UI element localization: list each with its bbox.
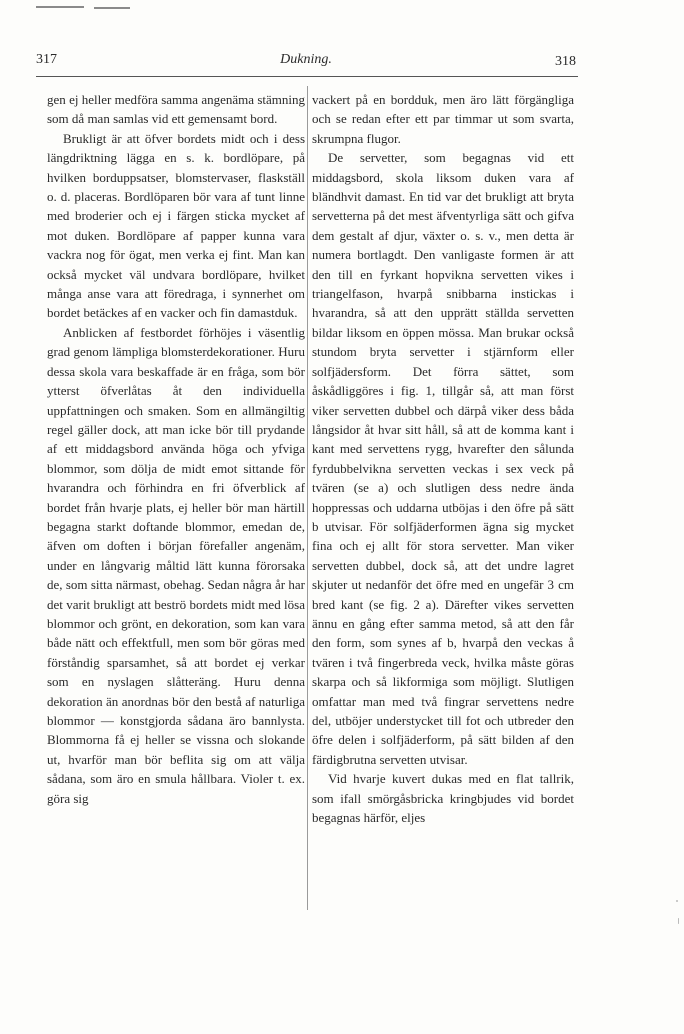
scan-speck (676, 900, 678, 902)
column-divider (307, 86, 308, 910)
header-rule (36, 76, 578, 77)
running-title: Dukning. (280, 52, 332, 67)
paragraph: Vid hvarje kuvert dukas med en flat tallrik, som ifall smörgåsbricka kringbjudes vid bordet begagnas härför, eljes (312, 771, 574, 826)
right-column (312, 90, 574, 827)
left-column (47, 90, 305, 808)
paragraph: vackert på en bordduk, men äro lätt förgängliga och se redan efter ett par timmar ut som svarta, skrumpna flugor. (312, 92, 574, 146)
scan-mark-top (36, 6, 146, 9)
paragraph: gen ej heller medföra samma angenäma stämning som då man samlas vid ett gemensamt bord. (47, 92, 305, 127)
paragraph: Brukligt är att öfver bordets midt och i dess längdriktning lägga en s. k. bordlöpare, på hvilken borduppsatser, blomstervaser, flaskställ o. d. placeras. Bordlöparen bör vara af tunt linne med broderier och ej i färgen sticka mycket af mot duken. Bordlöpare af papper kunna vara vackra nog för ögat, men verka ej fint. Man kan också mycket väl undvara bordlöpare, hvilket många anse vara att föredraga, i synnerhet om bordet betäckes af en vacker och fin damastduk. (47, 130, 305, 321)
running-header (36, 52, 576, 74)
left-page-number: 317 (36, 52, 57, 67)
paragraph: Anblicken af festbordet förhöjes i väsentlig grad genom lämpliga blomsterdekorationer. Huru dessa skola vara beskaffade är en fråga, som bör ytterst öfverlåtas åt den individuella uppfattningen och smaken. Som en allmängiltig regel gäller dock, att man icke bör till prydande af ett middagsbord använda höga och yfviga blommor, som dölja de midt emot sittande för hvarandra och förhindra en fri öfverblick af bordet från hvarje plats, ej heller bör man härtill begagna starkt doftande blommor, emedan de, äfven om doften i början förefaller angenäm, under en långvarig måltid lätt kunna förorsaka de, som sitta närmast, obehag. Sedan några år har det varit brukligt att beströ bordets midt med lösa blommor och grönt, en dekoration, som kan vara både nätt och effektfull, men som bör göras med förståndig sparsamhet, så att bordet ej verkar som en nyslagen slåtteräng. Huru denna dekoration än anordnas bör den bestå af naturliga blommor — konstgjorda sådana äro bannlysta. Blommorna få ej heller se vissna och slokande ut, hvarför man bör beflita sig om att välja sådana, som äro en smula hållbara. Violer t. ex. göra sig (47, 324, 305, 806)
paragraph: De servetter, som begagnas vid ett middagsbord, skola liksom duken vara af bländhvit damast. En tid var det brukligt att bryta servetterna på det mest äfventyrliga sätt och gifva dem gestalt af djur, växter o. s. v., men detta är numera bortlagdt. Den vanligaste formen är att den till en fyrkant hopvikna servetten vikes i triangelfason, hvarpå snibbarna instickas i hvarandra, så att den upprätt ställda servetten bildar liksom en öppen mössa. Man brukar också stundom bryta servetter i stjärnform eller solfjädersform. Det förra sättet, som åskådliggöres i fig. 1, tillgår så, att man först viker servetten dubbel och därpå viker dess båda långsidor åt hvar sitt håll, så att de komma kant i kant med servettens rygg, hvarefter den sålunda fyrdubbelvikna servetten veckas i sex veck på tvären (se a) och slutligen dess nedre ända hoppressas och uddarna utböjas i den öfre på sätt b utvisar. För solfjäderformen ägna sig mycket fina och ej allt för stora servetter. Man viker servetten dubbel, dock så, att det undre lagret skjuter ut nedanför det öfre med en ungefär 3 cm bred kant (se fig. 2 a). Därefter vikes servetten ännu en gång efter samma metod, så att den får den form, som synes af b, hvarpå den veckas å tvären i två fingerbreda veck, hvilka måste göras skarpa och så likformiga som möjligt. Slutligen omfattar man med två fingrar servettens nedre del, utböjer understycket till fot och utbreder den öfre delen i solfjäderform, på sätt bilden af den färdigbrutna servetten utvisar. (312, 150, 574, 767)
scan-speck (678, 918, 679, 924)
right-page-number: 318 (555, 54, 576, 69)
